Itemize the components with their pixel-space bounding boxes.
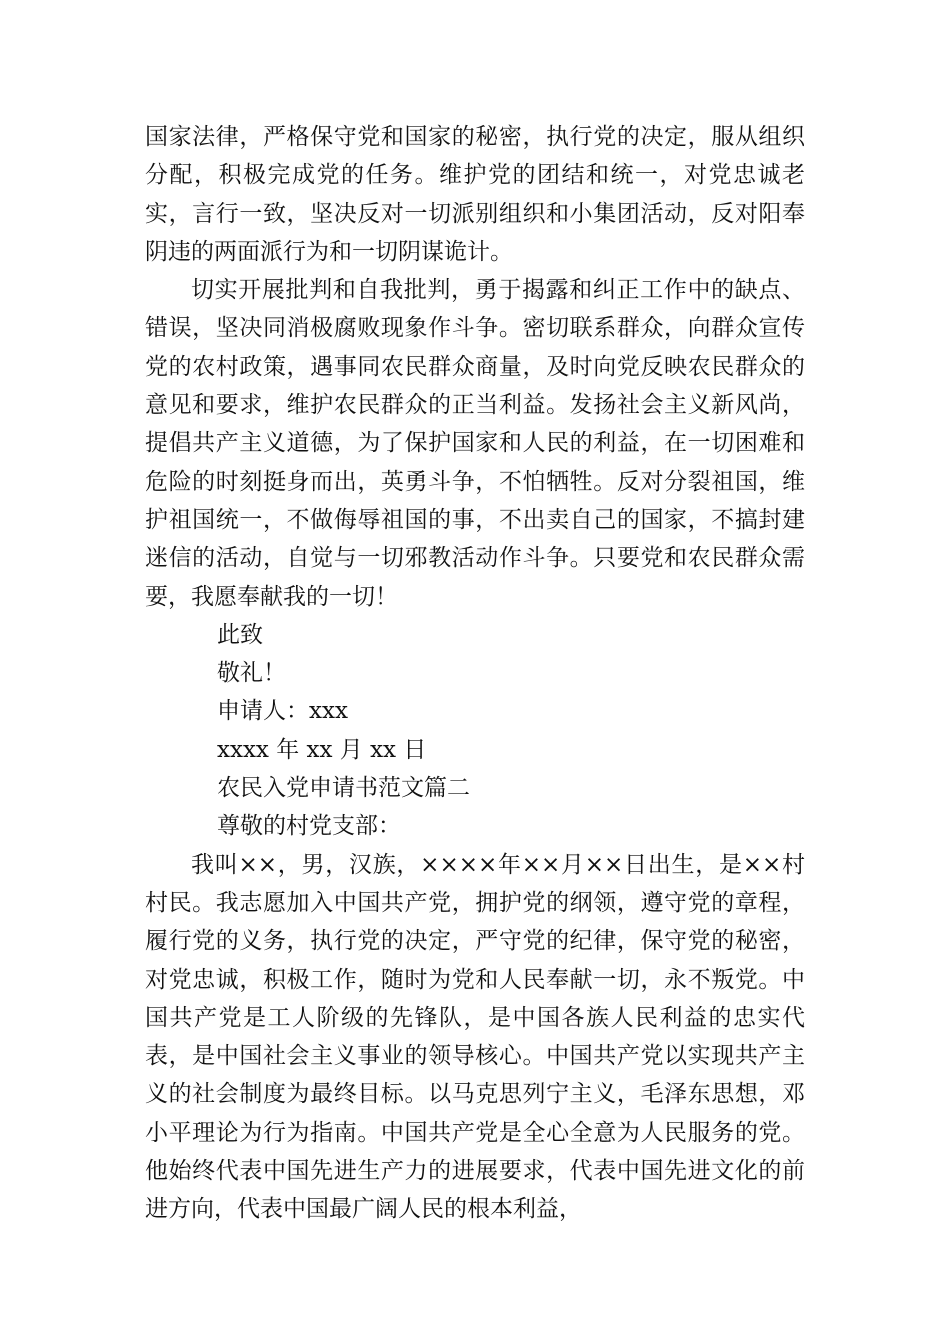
- paragraph-party-discipline: 国家法律，严格保守党和国家的秘密，执行党的决定，服从组织分配，积极完成党的任务。维护党的团结和统一，对党忠诚老实，言行一致，坚决反对一切派别组织和小集团活动，反对阳奉阴违的两面派行为和一切阴谋诡计。: [145, 124, 805, 265]
- closing-greeting: 此致: [217, 621, 263, 648]
- section-title: 农民入党申请书范文篇二: [217, 775, 470, 802]
- salutation: 尊敬的村党支部：: [217, 813, 401, 840]
- paragraph-criticism-and-service: 切实开展批判和自我批判，勇于揭露和纠正工作中的缺点、错误，坚决同消极腐败现象作斗争。密切联系群众，向群众宣传党的农村政策，遇事同农民群众商量，及时向党反映农民群众的意见和要求，维护农民群众的正当利益。发扬社会主义新风尚，提倡共产主义道德，为了保护国家和人民的利益，在一切困难和危险的时刻挺身而出，英勇斗争，不怕牺牲。反对分裂祖国，维护祖国统一，不做侮辱祖国的事，不出卖自己的国家，不搞封建迷信的活动，自觉与一切邪教活动作斗争。只要党和农民群众需要，我愿奉献我的一切！: [145, 277, 805, 610]
- application-date: xxxx 年 xx 月 xx 日: [217, 736, 427, 763]
- applicant-signature: 申请人：xxx: [217, 698, 348, 725]
- paragraph-application-statement: 我叫××，男，汉族，××××年××月××日出生，是××村村民。我志愿加入中国共产党，拥护党的纲领，遵守党的章程，履行党的义务，执行党的决定，严守党的纪律，保守党的秘密，对党忠诚，积极工作，随时为党和人民奉献一切，永不叛党。中国共产党是工人阶级的先锋队，是中国各族人民利益的忠实代表，是中国社会主义事业的领导核心。中国共产党以实现共产主义的社会制度为最终目标。以马克思列宁主义，毛泽东思想，邓小平理论为行为指南。中国共产党是全心全意为人民服务的党。他始终代表中国先进生产力的进展要求，代表中国先进文化的前进方向，代表中国最广阔人民的根本利益，: [145, 851, 805, 1223]
- closing-salute: 敬礼！: [217, 660, 286, 687]
- document-body: [145, 118, 805, 1229]
